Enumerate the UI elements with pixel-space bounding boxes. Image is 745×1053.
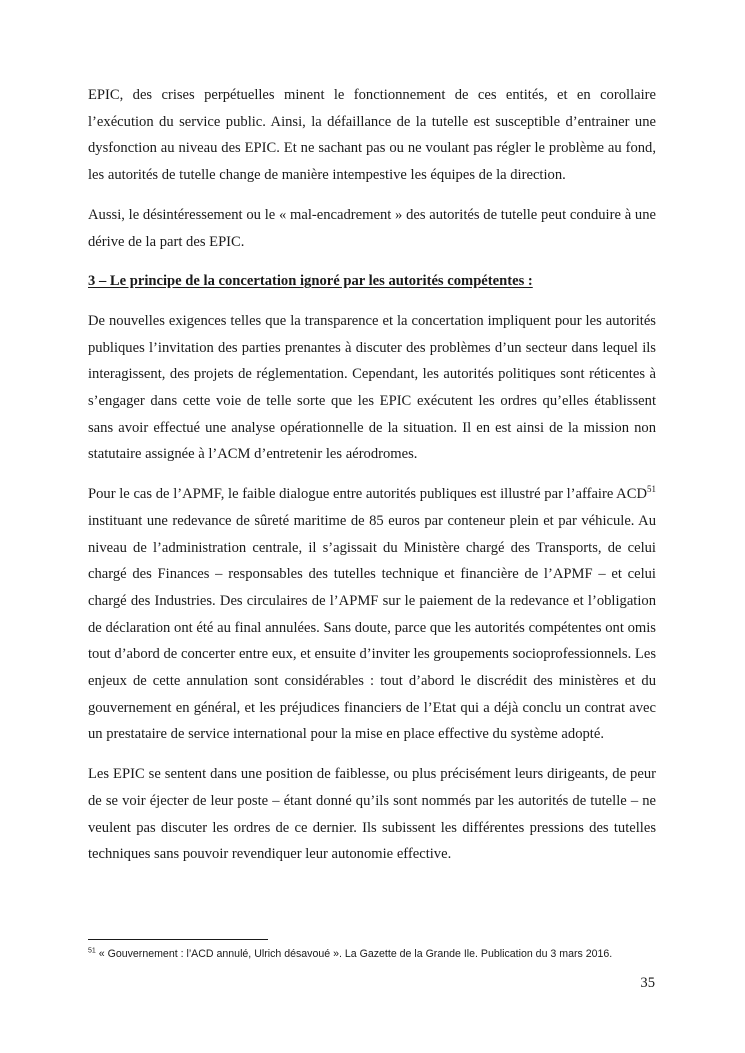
paragraph-apmf-text-start: Pour le cas de l’APMF, le faible dialogue entre autorités publiques est illustré par l’affaire ACD — [88, 486, 647, 503]
section-heading: 3 – Le principe de la concertation ignoré par les autorités compétentes : — [88, 273, 533, 290]
paragraph-epic-crises: EPIC, des crises perpétuelles minent le fonctionnement de ces entités, et en corollaire l’exécution du service public. Ainsi, la défaillance de la tutelle est susceptible d’entrainer une dysfonction au niveau des EPIC. Et ne sachant pas ou ne voulant pas régler le problème au fond, les autorités de tutelle change de manière intempestive les équipes de la direction. — [88, 87, 656, 184]
footnote-number: 51 — [88, 947, 96, 955]
paragraph-apmf-text-end: instituant une redevance de sûreté maritime de 85 euros par conteneur plein et par véhicule. Au niveau de l’administration centrale, il s’agissait du Ministère chargé des Transports, de celui chargé des Finances – responsables des tutelles technique et financière de l’APMF – et celui chargé des Industries. Des circulaires de l’APMF sur le paiement de la redevance et l’obligation de déclaration ont été au final annulées. Sans doute, parce que les autorités compétentes ont omis tout d’abord de concerter entre eux, et ensuite d’inviter les groupements socioprofessionnels. Les enjeux de cette annulation sont considérables : tout d’abord le discrédit des ministères et du gouvernement en général, et les préjudices financiers de l’Etat qui a déjà conclu un contrat avec un prestataire de service international pour la mise en place effective du système adopté. — [88, 512, 656, 743]
page-number: 35 — [640, 975, 655, 991]
paragraph-apmf — [88, 481, 656, 748]
footnote-separator — [88, 939, 268, 940]
paragraph-epic-faiblesse: Les EPIC se sentent dans une position de faiblesse, ou plus précisément leurs dirigeants, de peur de se voir éjecter de leur poste – étant donné qu’ils sont nommés par les autorités de tutelle – ne veulent pas discuter les ordres de ce dernier. Ils subissent les différentes pressions des tutelles techniques sans pouvoir revendiquer leur autonomie effective. — [88, 766, 656, 863]
footnote-text: « Gouvernement : l’ACD annulé, Ulrich désavoué ». La Gazette de la Grande Ile. Publication du 3 mars 2016. — [95, 948, 613, 960]
paragraph-mal-encadrement: Aussi, le désintéressement ou le « mal-encadrement » des autorités de tutelle peut conduire à une dérive de la part des EPIC. — [88, 206, 656, 250]
paragraph-concertation: De nouvelles exigences telles que la transparence et la concertation impliquent pour les autorités publiques l’invitation des parties prenantes à discuter des problèmes d’un secteur dans lequel ils interagissent, des projets de réglementation. Cependant, les autorités politiques sont réticentes à s’engager dans cette voie de telle sorte que les EPIC exécutent les ordres qu’elles établissent sans avoir effectué une analyse opérationnelle de la situation. Il en est ainsi de la mission non statutaire assignée à l’ACM d’entretenir les aérodromes. — [88, 312, 656, 463]
document-body — [88, 82, 656, 868]
footnote-reference[interactable]: 51 — [647, 484, 656, 495]
footnote — [88, 946, 668, 962]
